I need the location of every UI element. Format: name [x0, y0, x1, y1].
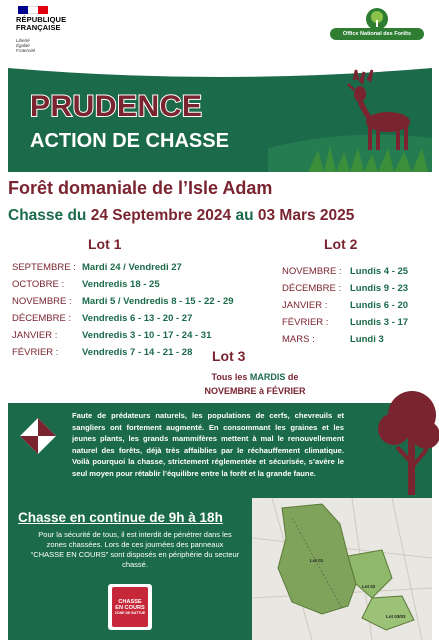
lot1-days: Mardi 24 / Vendredi 27 — [82, 262, 182, 273]
lot2-days: Lundis 4 - 25 — [350, 266, 409, 277]
info-text: Faute de prédateurs naturels, les populations de cerfs, chevreuils et sangliers ont fortement augmenté. En consommant les graines et les jeunes plants, les grands mammifères mettent à mal le renouvellement naturel des forêts, déjà très affaiblies par le réchauffement climatique. Voilà pourquoi la chasse, strictement réglementée et sécurisée, s’avère le seul moyen pour rétablir l’équilibre entre la forêt et la grande faune. — [72, 411, 344, 478]
banner-subtitle: ACTION DE CHASSE — [30, 130, 229, 152]
banner-title: PRUDENCE — [30, 90, 203, 123]
lot1-title: Lot 1 — [88, 236, 122, 252]
french-flag — [18, 6, 48, 14]
safety-text: Pour la sécurité de tous, il est interdit de pénétrer dans les zones chassées. Lors de ces journées des panneaux “CHASSE EN COURS” sont disposés en périphérie du secteur chassé. — [30, 530, 240, 569]
onf-tree-icon — [366, 8, 388, 30]
lot2-days: Lundis 9 - 23 — [350, 283, 409, 294]
map-lot-label: Lot 03/03 — [386, 614, 406, 619]
lot2-month: FÉVRIER : — [282, 317, 329, 328]
lot1-days: Vendredis 7 - 14 - 21 - 28 — [82, 347, 193, 358]
lot1-days: Vendredis 6 - 13 - 20 - 27 — [82, 313, 193, 324]
onf-label: Office National des Forêts — [330, 28, 424, 40]
lot1-days: Vendredis 18 - 25 — [82, 279, 160, 290]
hunt-dates: Chasse du 24 Septembre 2024 au 03 Mars 2025 — [8, 207, 355, 224]
lot2-days: Lundi 3 — [350, 334, 384, 345]
forest-title: Forêt domaniale de l’Isle Adam — [8, 178, 273, 198]
republique-motto: Liberté Égalité Fraternité — [16, 38, 36, 53]
lot3-title: Lot 3 — [212, 348, 246, 364]
lot3-description: Tous les MARDIS de NOVEMBRE à FÉVRIER — [204, 372, 306, 396]
deer-icon — [338, 66, 420, 162]
tree-icon — [378, 385, 439, 507]
lot1-month: SEPTEMBRE : — [12, 262, 76, 273]
diamond-logo-icon — [20, 418, 56, 454]
lot2-month: MARS : — [282, 334, 315, 345]
onf-logo — [330, 8, 424, 40]
republique-francaise-logo-title: RÉPUBLIQUE FRANÇAISE — [16, 15, 67, 32]
lot2-days: Lundis 3 - 17 — [350, 317, 409, 328]
lot2-days: Lundis 6 - 20 — [350, 300, 409, 311]
lot2-month: NOVEMBRE : — [282, 266, 342, 277]
lot1-month: NOVEMBRE : — [12, 296, 72, 307]
lot2-month: JANVIER : — [282, 300, 328, 311]
lot1-month: FÉVRIER : — [12, 347, 59, 358]
continuous-hunt-title: Chasse en continue de 9h à 18h — [18, 510, 223, 525]
map-lot-label: Lot 01 — [310, 558, 324, 563]
lot1-month: DÉCEMBRE : — [12, 313, 72, 324]
lot1-month: JANVIER : — [12, 330, 58, 341]
map-lot-label: Lot 02 — [362, 584, 376, 589]
lot1-days: Mardi 5 / Vendredis 8 - 15 - 22 - 29 — [82, 296, 234, 307]
lot2-title: Lot 2 — [324, 236, 358, 252]
lot1-days: Vendredis 3 - 10 - 17 - 24 - 31 — [82, 330, 212, 341]
forest-map — [252, 498, 432, 640]
lot2-month: DÉCEMBRE : — [282, 283, 342, 294]
lot1-month: OCTOBRE : — [12, 279, 65, 290]
hunting-sign: CHASSE EN COURS ZONE DE BATTUE — [108, 584, 152, 630]
